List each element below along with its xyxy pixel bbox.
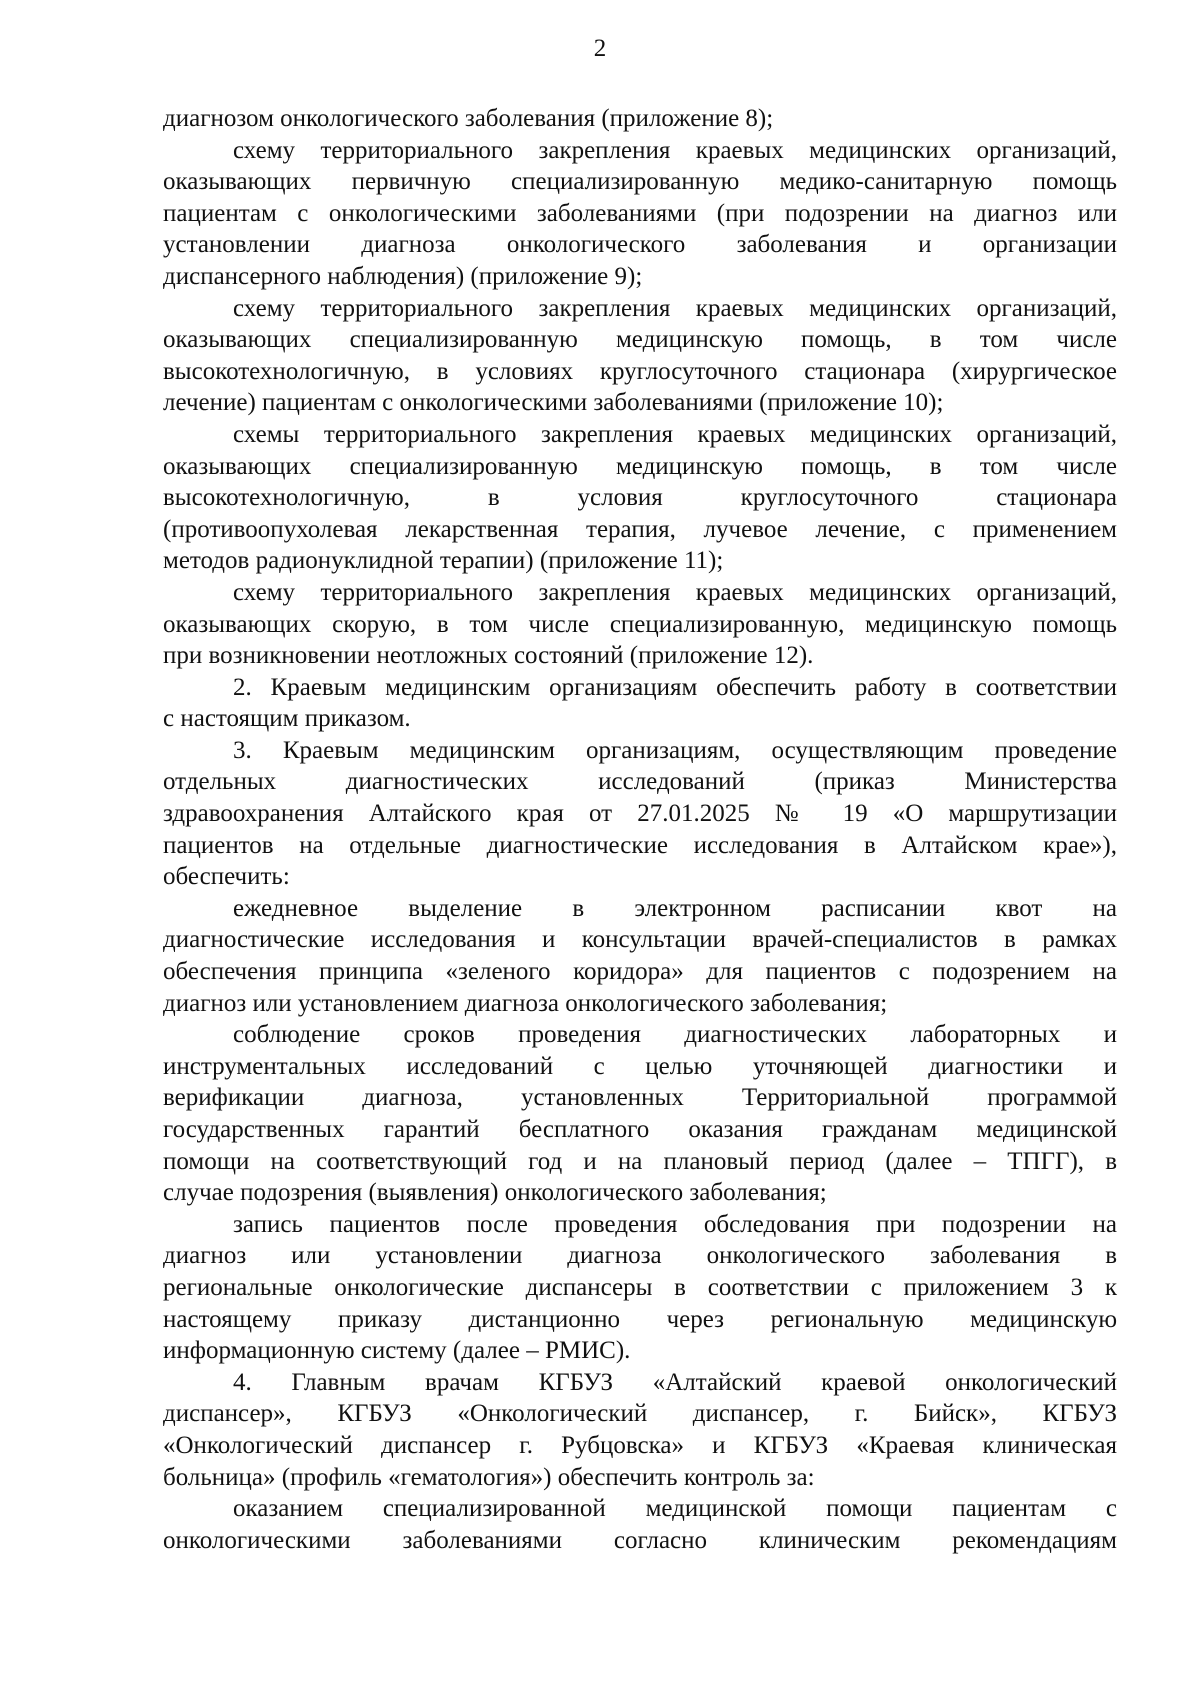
text-line: схему территориального закрепления краевых медицинских организаций, (233, 578, 1117, 606)
text-line: высокотехнологичную, в условиях круглосуточного стационара (хирургическое (163, 357, 1117, 385)
page-number: 2 (593, 35, 607, 62)
text-line: диагноз или установлении диагноза онкологического заболевания в (163, 1242, 1117, 1270)
text-line: верификации диагноза, установленных Территориальной программой (163, 1084, 1117, 1112)
text-line: помощи на соответствующий год и на плановый период (далее – ТПГГ), в (163, 1147, 1117, 1175)
text-line: высокотехнологичную, в условия круглосуточного стационара (163, 484, 1117, 512)
text-line: (противоопухолевая лекарственная терапия, лучевое лечение, с применением (163, 515, 1117, 543)
text-line: обеспечить: (163, 863, 290, 891)
text-line: обеспечения принципа «зеленого коридора» для пациентов с подозрением на (163, 958, 1117, 986)
text-line: методов радионуклидной терапии) (приложение 11); (163, 547, 724, 575)
text-line: настоящему приказу дистанционно через региональную медицинскую (163, 1305, 1117, 1333)
text-line: ежедневное выделение в электронном расписании квот на (233, 894, 1117, 922)
text-line: пациентам с онкологическими заболеваниями (при подозрении на диагноз или (163, 199, 1117, 227)
text-line: с настоящим приказом. (163, 705, 411, 733)
text-line: 3. Краевым медицинским организациям, осуществляющим проведение (233, 736, 1117, 764)
text-line: отдельных диагностических исследований (приказ Министерства (163, 768, 1117, 796)
text-line: оказывающих специализированную медицинскую помощь, в том числе (163, 326, 1117, 354)
text-line: диагностические исследования и консультации врачей-специалистов в рамках (163, 926, 1117, 954)
text-line: диспансер», КГБУЗ «Онкологический диспансер, г. Бийск», КГБУЗ (163, 1400, 1117, 1428)
text-line: случае подозрения (выявления) онкологического заболевания; (163, 1179, 827, 1207)
text-line: оказывающих первичную специализированную медико-санитарную помощь (163, 168, 1117, 196)
text-line: здравоохранения Алтайского края от 27.01.2025 № 19 «О маршрутизации (163, 800, 1117, 828)
text-line: схему территориального закрепления краевых медицинских организаций, (233, 136, 1117, 164)
text-line: схемы территориального закрепления краевых медицинских организаций, (233, 420, 1117, 448)
text-line: 4. Главным врачам КГБУЗ «Алтайский краевой онкологический (233, 1368, 1117, 1396)
text-line: региональные онкологические диспансеры в соответствии с приложением 3 к (163, 1273, 1117, 1301)
text-line: при возникновении неотложных состояний (приложение 12). (163, 642, 814, 670)
text-line: диагнозом онкологического заболевания (приложение 8); (163, 105, 774, 132)
text-line: онкологическими заболеваниями согласно клиническим рекомендациям (163, 1526, 1117, 1554)
document-body (163, 103, 1117, 1556)
text-line: оказывающих скорую, в том числе специализированную, медицинскую помощь (163, 610, 1117, 638)
text-line: установлении диагноза онкологического заболевания и организации (163, 231, 1117, 259)
text-line: пациентов на отдельные диагностические исследования в Алтайском крае»), (163, 831, 1117, 859)
text-line: государственных гарантий бесплатного оказания гражданам медицинской (163, 1116, 1117, 1143)
text-line: больница» (профиль «гематология») обеспечить контроль за: (163, 1463, 815, 1491)
text-line: информационную систему (далее – РМИС). (163, 1337, 631, 1365)
text-line: соблюдение сроков проведения диагностических лабораторных и (233, 1021, 1117, 1049)
text-line: запись пациентов после проведения обследования при подозрении на (233, 1210, 1117, 1238)
text-line: оказывающих специализированную медицинскую помощь, в том числе (163, 452, 1117, 480)
text-line: «Онкологический диспансер г. Рубцовска» и КГБУЗ «Краевая клиническая (163, 1431, 1117, 1459)
text-line: схему территориального закрепления краевых медицинских организаций, (233, 294, 1117, 322)
text-line: оказанием специализированной медицинской помощи пациентам с (233, 1495, 1117, 1523)
text-line: диспансерного наблюдения) (приложение 9); (163, 262, 643, 290)
text-line: 2. Краевым медицинским организациям обеспечить работу в соответствии (233, 673, 1117, 701)
text-line: диагноз или установлением диагноза онкологического заболевания; (163, 989, 888, 1017)
text-line: лечение) пациентам с онкологическими заболеваниями (приложение 10); (163, 389, 944, 417)
text-line: инструментальных исследований с целью уточняющей диагностики и (163, 1052, 1117, 1080)
